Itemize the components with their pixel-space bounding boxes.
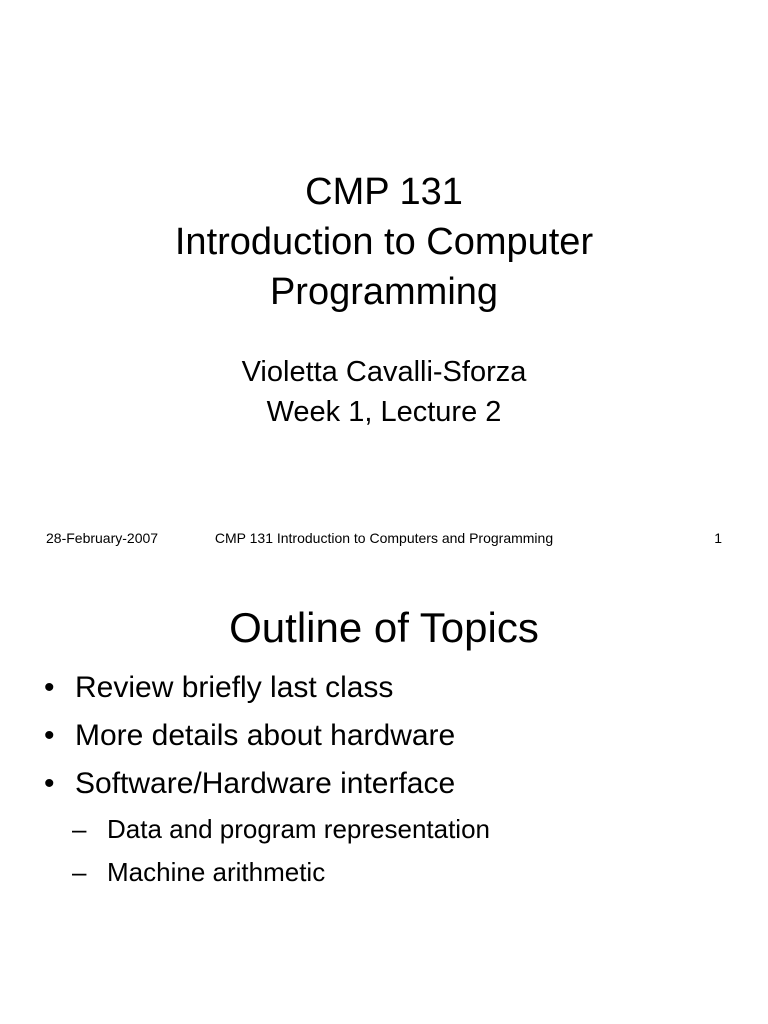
- subbullet-item: [72, 851, 752, 894]
- bullet-item: [44, 664, 744, 712]
- bullet-list: [44, 664, 744, 808]
- bullet-marker: •: [44, 671, 55, 704]
- subbullet-item: [72, 808, 752, 851]
- slide-footer: [0, 529, 768, 547]
- footer-date: 28-February-2007: [46, 530, 159, 546]
- author-name: Violetta Cavalli-Sforza: [241, 356, 527, 388]
- bullet-text: Review briefly last class: [75, 671, 394, 704]
- subbullet-text: Machine arithmetic: [107, 857, 326, 887]
- title-line-1: CMP 131: [305, 171, 463, 213]
- bullet-text: Software/Hardware interface: [75, 767, 456, 800]
- bullet-item: [44, 760, 744, 808]
- slide-title: [0, 167, 768, 317]
- bullet-text: More details about hardware: [75, 719, 456, 752]
- title-line-2: Introduction to Computer: [174, 221, 594, 263]
- bullet-marker: •: [44, 767, 55, 800]
- footer-course: CMP 131 Introduction to Computers and Programming: [214, 530, 554, 546]
- title-line-3: Programming: [269, 271, 499, 313]
- bullet-item: [44, 712, 744, 760]
- bullet-marker: •: [44, 719, 55, 752]
- subbullet-text: Data and program representation: [107, 814, 491, 844]
- slide-2: [0, 560, 768, 1024]
- slide-subtitle: [0, 352, 768, 432]
- lecture-label: Week 1, Lecture 2: [266, 396, 502, 428]
- outline-title: Outline of Topics: [229, 604, 539, 651]
- subbullet-list: [72, 808, 752, 894]
- subbullet-marker: –: [72, 814, 87, 844]
- footer-page-number: 1: [714, 530, 722, 546]
- subbullet-marker: –: [72, 857, 87, 887]
